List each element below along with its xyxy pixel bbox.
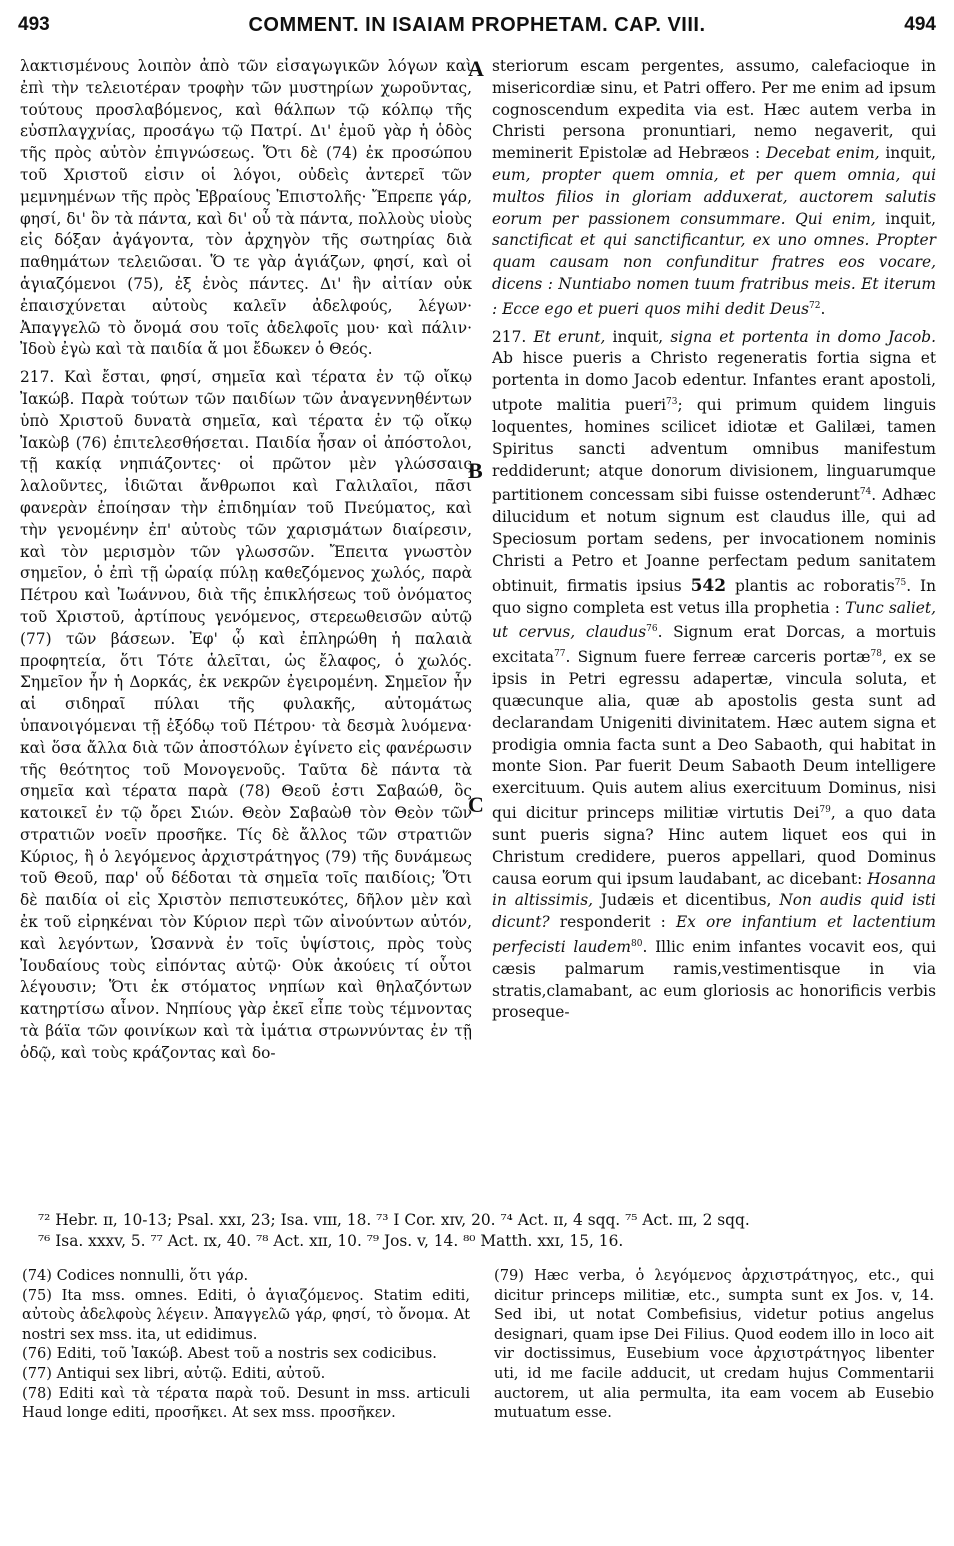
note-79: (79) Hæc verba, ὁ λεγόμενος ἀρχιστράτηγος, etc., qui dicitur princeps militiæ, etc., sumpta sunt ex Jos. v, 14. Sed ibi, ut notat Combefisius, videtur potius angelus designari, quam ipse Dei Filius. Quod eodem illo in loco ait vir doctissimus, Eusebium voce ἀρχιστράτηγος libenter uti, id me facile adducit, ut credam hujus Commentarii auctorem, ut alia permulta, ita eam vocem ab Eusebio mutuatum esse. <box>494 1267 934 1422</box>
running-title: COMMENT. IN ISAIAM PROPHETAM. CAP. VIII. <box>248 14 706 36</box>
notes-left-column <box>22 1266 470 1423</box>
margin-marker-b: B <box>468 458 483 483</box>
margin-marker-c: C <box>468 792 484 817</box>
latin-text: , ex se ipsis in Petri egressu adapertæ, vincula soluta, et quæcunque alia, quæ ab apostolis gesta sunt ad declarandam Unigeniti divinitatem. Hæc autem signa et prodigia omnia facta sunt a Deo Sabaoth, qui habitat in monte Sion. Par fuerit Deum Sabaoth Deum intelligere exercituum. Quis autem alius exercituum Dominus, nisi qui dicitur princeps militiæ virtutis Dei <box>492 648 936 823</box>
cross-reference-line-1: ⁷² Hebr. ɪɪ, 10-13; Psal. xxɪ, 23; Isa. vɪɪɪ, 18. ⁷³ I Cor. xɪv, 20. ⁷⁴ Act. ɪɪ, 4 sqq. ⁷⁵ Act. ɪɪɪ, 2 sqq. <box>38 1211 750 1229</box>
footnote-ref: 79 <box>819 805 831 816</box>
latin-quote: sanctificat et qui sanctificantur, ex uno omnes. Propter quam causam non confunditur fratres eos vocare, dicens : Nuntiabo nomen tuum fratribus meis. Et iterum : Ecce ego et pueri quos mihi dedit Deus <box>492 231 936 318</box>
page-number-right: 494 <box>904 14 936 35</box>
footnote-ref: 72 <box>809 300 821 311</box>
margin-marker-a: A <box>468 56 484 81</box>
latin-text: , a quo data sunt pueris signa? Hinc autem liquet eos qui in Christum credidere, pueros appellari, quod Dominus causa eorum qui ipsum laudabant, ac dicebant: <box>492 804 936 888</box>
original-page-number: 542 <box>690 575 727 596</box>
latin-paragraph-1 <box>492 56 936 321</box>
latin-quote: Et erunt, <box>533 327 606 346</box>
latin-quote: signa et portenta in domo Jacob. <box>670 327 936 346</box>
footnote-ref: 77 <box>554 649 566 660</box>
greek-paragraph-2: 217. Καὶ ἔσται, φησί, σημεῖα καὶ τέρατα ἐν τῷ οἴκῳ Ἰακώβ. Παρὰ τούτων τῶν παιδίων τῶν ἀναγεννηθέντων ὑπὸ Χριστοῦ δυνατὰ σημεῖα, καὶ τέρατα ἐν τῷ οἴκῳ Ἰακὼβ (76) ἐπιτελεσθήσεται. Παιδία ἦσαν οἱ ἀπόστολοι, τῇ κακίᾳ νηπιάζοντες· οἱ πρῶτον μὲν γλώσσαις λαλοῦντες, ἰδιῶται ἄνθρωποι καὶ Γαλιλαῖοι, πᾶσι φανερὰν ἐποίησαν τὴν ἐπιδημίαν τοῦ Πνεύματος, καὶ τὴν γενομένην ἐπ' αὐτοὺς τῶν χαρισμάτων διαίρεσιν, καὶ τὸν μερισμὸν τῶν γλωσσῶν. Ἔπειτα γνωστὸν σημεῖον, ὁ ἐπὶ τῇ ὡραίᾳ πύλῃ καθεζόμενος χωλός, παρὰ Πέτρου καὶ Ἰωάννου, διὰ τῆς ἐπικλήσεως τοῦ ὀνόματος τοῦ Χριστοῦ, ἀρτίπους γενόμενος, στερεωθεισῶν αὐτῷ (77) τῶν βάσεων. Ἐφ' ᾧ καὶ ἐπληρώθη ἡ παλαιὰ προφητεία, ὅτι Τότε ἁλεῖται, ὡς ἔλαφος, ὁ χωλός. Σημεῖον ἦν ἡ Δορκάς, ἐκ νεκρῶν ἐγειρομένη. Σημεῖον ἦν αἱ σιδηραῖ πύλαι τῆς φυλακῆς, αὐτομάτως ὑπανοιγόμεναι τῇ ἐξόδῳ τοῦ Πέτρου· τὰ δεσμὰ λυόμενα· καὶ ὅσα ἄλλα διὰ τῶν ἀποστόλων ἐγίνετο εἰς φανέρωσιν τῆς θεότητος τοῦ Μονογενοῦς. Ταῦτα δὲ πάντα τὰ σημεῖα καὶ τέρατα παρὰ (78) Θεοῦ ἐστι Σαβαώθ, ὃς κατοικεῖ ἐν τῷ ὄρει Σιών. Θεὸν Σαβαὼθ τὸν Θεὸν τῶν στρατιῶν νοεῖν προσῆκε. Τίς δὲ ἄλλος τῶν στρατιῶν Κύριος, ἢ ὁ λεγόμενος ἀρχιστράτηγος (79) τῆς δυνάμεως τοῦ Θεοῦ, παρ' οὗ δέδοται τὰ σημεῖα τοῖς παιδίοις; Ὅτι δὲ παιδία οἱ εἰς Χριστὸν πεπιστευκότες, δῆλον μὲν καὶ ἐκ τοῦ εἰρηκέναι τὸν Κύριον περὶ τῶν αἰνούντων αὐτόν, καὶ λεγόντων, Ὡσαννὰ ἐν τοῖς ὑψίστοις, πρὸς τοὺς Ἰουδαίους τοὺς εἰπόντας αὐτῷ· Οὐκ ἀκούεις τί οὗτοι λέγουσιν; Ὅτι ἐκ στόματος νηπίων καὶ θηλαζόντων κατηρτίσω αἶνον. Νηπίους γὰρ ἐκεῖ εἶπε τοὺς τέμνοντας τὰ βάϊα τῶν φοινίκων καὶ τὰ ἱμάτια στρωννύντας ἐν τῇ ὁδῷ, καὶ τοὺς κράζοντας καὶ δο- <box>20 368 472 1062</box>
page-header <box>18 14 936 44</box>
note-77: (77) Antiqui sex libri, αὐτῷ. Editi, αὐτοῦ. <box>22 1364 326 1382</box>
greek-paragraph-1: λακτισμένους λοιπὸν ἀπὸ τῶν εἰσαγωγικῶν λόγων καὶ ἐπὶ τὴν τελειοτέραν τροφὴν τῶν μυστηρίων χωροῦντας, τούτους προσλαβόμενος, καὶ θάλπων τῷ κόλπῳ τῆς εὐσπλαγχνίας, προσάγω τῷ Πατρί. Δι' ἐμοῦ γὰρ ἡ ὁδὸς τῆς πρὸς αὐτὸν ἐπιγνώσεως. Ὅτι δὲ (74) ἐκ προσώπου τοῦ Χριστοῦ εἰσιν οἱ λόγοι, οὐδεὶς ἀντερεῖ τῶν μεμνημένων τῆς πρὸς Ἑβραίους Ἐπιστολῆς· Ἔπρεπε γάρ, φησί, δι' ὃν τὰ πάντα, καὶ δι' οὗ τὰ πάντα, πολλοὺς υἱοὺς εἰς δόξαν ἀγάγοντα, τὸν ἀρχηγὸν τῆς σωτηρίας διὰ παθημάτων τελειῶσαι. Ὅ τε γὰρ ἁγιάζων, φησί, καὶ οἱ ἁγιαζόμενοι (75), ἐξ ἑνὸς πάντες. Δι' ἣν αἰτίαν οὐκ ἐπαισχύνεται αὐτοὺς καλεῖν ἀδελφούς, λέγων· Ἀπαγγελῶ τὸ ὄνομά σου τοῖς ἀδελφοῖς μου· καὶ πάλιν· Ἰδοὺ ἐγὼ καὶ τὰ παιδία ἅ μοι ἔδωκεν ὁ Θεός. <box>20 57 472 359</box>
latin-quote: Non audis quid isti dicunt? <box>492 891 936 932</box>
latin-quote: eum, propter quem omnia, et per quem omnia, qui multos filios in gloriam adduxerat, auctorem salutis eorum per passionem consummare. Qui enim, <box>492 165 936 228</box>
latin-text: Judæis et dicentibus, <box>593 891 780 910</box>
latin-text: . Illic enim infantes vocavit eos, qui cæsis palmarum ramis,vestimentisque in via stratis,clamabant, ac eum gloriosis ac honorificis verbis proseque- <box>492 938 936 1022</box>
latin-text: inquit, <box>605 327 671 346</box>
latin-text: inquit, <box>879 144 936 163</box>
cross-references <box>38 1210 936 1252</box>
greek-column <box>20 56 472 1065</box>
latin-quote: Tunc saliet, ut cervus, claudus <box>492 598 936 642</box>
latin-text: steriorum escam pergentes, assumo, calefacioque in misericordiæ sinu, et Patri offero. Per me enim ad ipsum cognoscendum expedita via est. Hæc autem verba in Christi persona pronuntiari, nemo negaverit, qui meminerit Epistolæ ad Hebræos : <box>492 57 936 163</box>
latin-column <box>492 56 936 1024</box>
latin-text: inquit, <box>875 209 936 228</box>
latin-text: . Adhæc dilucidum et notum signum est claudus ille, qui ad Speciosum portam sedens, per invocationem nominis Christi a Petro et Joanne perfectam pedum sanitatem obtinuit, firmatis ipsius <box>492 486 936 595</box>
latin-text: . Signum fuere ferreæ carceris portæ <box>565 648 871 667</box>
cross-reference-line-2: ⁷⁶ Isa. xxxv, 5. ⁷⁷ Act. ɪx, 40. ⁷⁸ Act. xɪɪ, 10. ⁷⁹ Jos. v, 14. ⁸⁰ Matth. xxɪ, 15, 16. <box>38 1232 624 1250</box>
footnote-ref: 76 <box>646 624 658 635</box>
latin-quote: Ex ore infantium et lactentium perfecisti laudem <box>492 913 936 957</box>
footnote-ref: 78 <box>870 649 882 660</box>
page-number-left: 493 <box>18 14 50 35</box>
latin-text: responderit : <box>549 913 676 932</box>
section-number: 217. <box>492 327 534 346</box>
latin-text: . In quo signo completa est vetus illa prophetia : <box>492 576 936 617</box>
latin-quote: Decebat enim, <box>765 144 880 163</box>
footnote-ref: 73 <box>666 397 678 408</box>
latin-text: Ab hisce pueris a Christo regeneratis fortia signa et portenta in domo Jacob edentur. Infantes erant apostoli, utpote malitia pueri <box>492 349 936 415</box>
note-75: (75) Ita mss. omnes. Editi, ὁ ἁγιαζόμενος. Statim editi, αὐτοὺς ἀδελφοὺς λέγειν. Ἀπαγγελῶ γάρ, φησί, τὸ ὄνομα. At nostri sex mss. ita, ut edidimus. <box>22 1286 470 1343</box>
footnote-ref: 74 <box>859 487 872 498</box>
latin-text: . <box>820 299 826 318</box>
footnote-ref: 80 <box>630 938 643 949</box>
latin-text: ; qui primum quidem linguis loquentes, homines scilicet idiotæ et Galilæi, tamen Spiritus sancti adventum omnibus manifestum reddiderunt; atque donorum divisionem, linguarumque partitionem concessam sibi fuisse ostenderunt <box>492 396 937 505</box>
latin-quote: Hosanna in altissimis, <box>492 869 936 910</box>
latin-text: plantis ac roboratis <box>726 576 895 595</box>
note-78: (78) Editi καὶ τὰ τέρατα παρὰ τοῦ. Desunt in mss. articuli Haud longe editi, προσῆκει. At sex mss. προσῆκεν. <box>22 1384 470 1422</box>
note-74: (74) Codices nonnulli, ὅτι γάρ. <box>22 1267 249 1284</box>
note-76: (76) Editi, τοῦ Ἰακώβ. Abest τοῦ a nostris sex codicibus. <box>22 1345 437 1363</box>
latin-text: . Signum erat Dorcas, a mortuis excitata <box>492 623 936 667</box>
notes-right-column <box>494 1266 934 1423</box>
latin-paragraph-2 <box>492 327 936 1025</box>
footnote-ref: 75 <box>894 577 907 588</box>
